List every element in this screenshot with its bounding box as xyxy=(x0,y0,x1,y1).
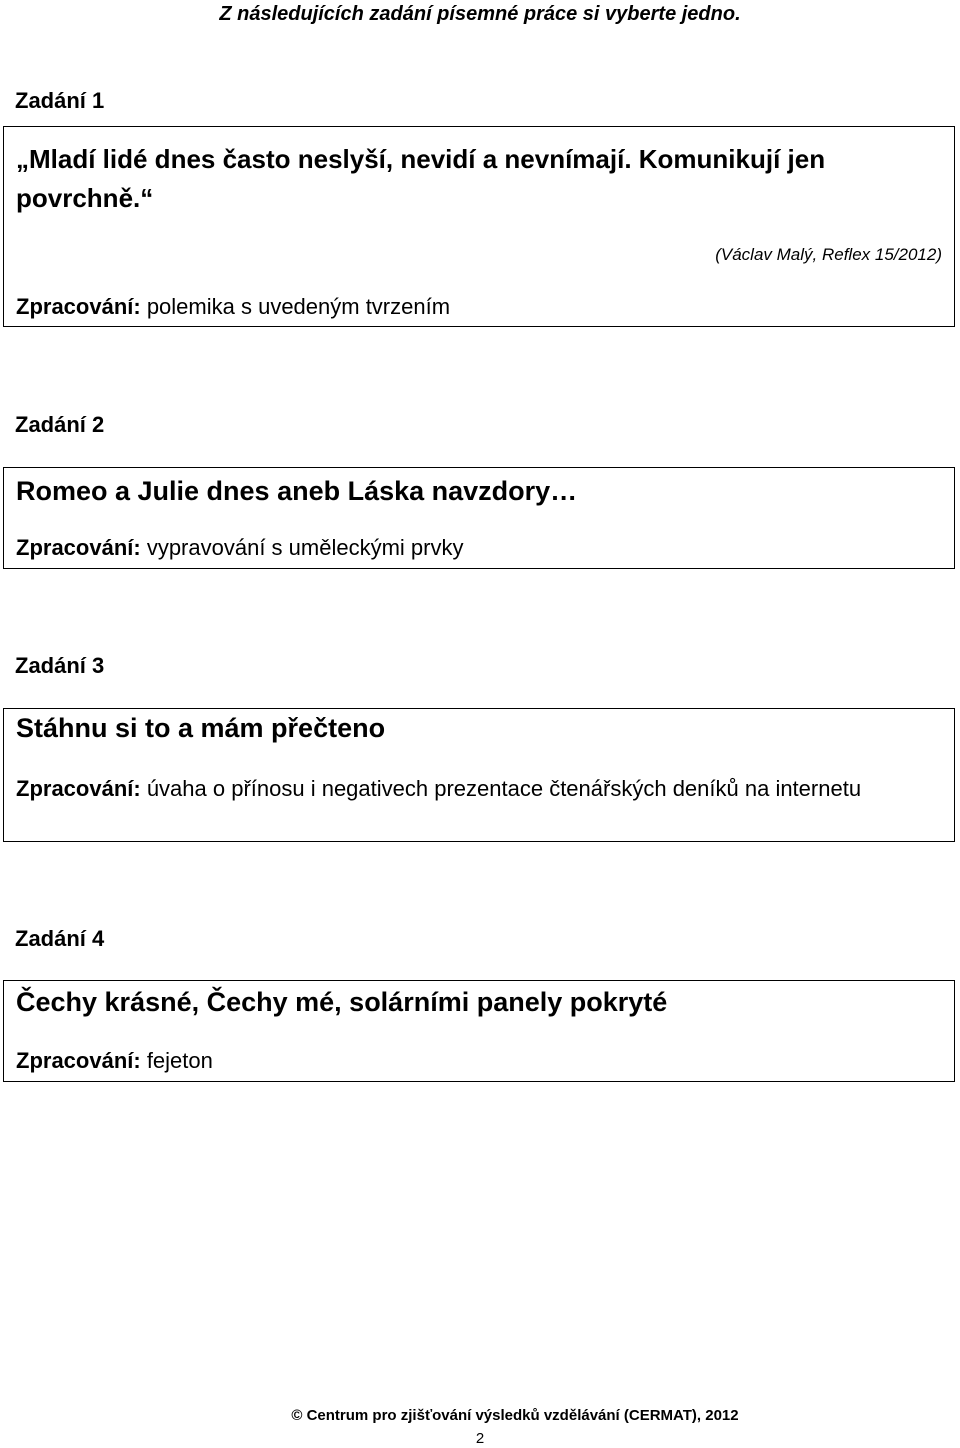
task-3-processing-text: úvaha o přínosu i negativech prezentace čtenářských deníků na internetu xyxy=(140,776,862,801)
task-2-processing xyxy=(16,532,942,564)
task-4-processing xyxy=(16,1045,942,1077)
task-2-processing-label: Zpracování: xyxy=(16,535,141,560)
task-4-processing-label: Zpracování: xyxy=(16,1048,141,1073)
task-4-box xyxy=(3,980,955,1082)
footer-copyright: © Centrum pro zjišťování výsledků vzdělávání (CERMAT), 2012 xyxy=(291,1407,739,1424)
task-3-processing-label: Zpracování: xyxy=(16,776,141,801)
task-1-processing-label: Zpracování: xyxy=(16,294,141,319)
task-1-heading: Zadání 1 xyxy=(15,88,105,113)
task-2-box xyxy=(3,467,955,569)
task-4-title: Čechy krásné, Čechy mé, solárními panely pokryté xyxy=(16,987,668,1017)
task-1-box xyxy=(3,126,955,327)
task-3-processing xyxy=(16,773,942,805)
task-3-box xyxy=(3,708,955,842)
task-4-processing-text: fejeton xyxy=(140,1048,213,1073)
task-1-processing-text: polemika s uvedeným tvrzením xyxy=(140,294,451,319)
task-3-heading: Zadání 3 xyxy=(15,653,105,678)
task-1-source: (Václav Malý, Reflex 15/2012) xyxy=(715,245,942,264)
page-number: 2 xyxy=(475,1430,485,1447)
task-3-title: Stáhnu si to a mám přečteno xyxy=(16,713,386,743)
task-1-processing xyxy=(16,291,942,323)
task-2-title: Romeo a Julie dnes aneb Láska navzdory… xyxy=(16,476,578,506)
task-2-heading: Zadání 2 xyxy=(15,412,105,437)
instruction-text: Z následujících zadání písemné práce si vyberte jedno. xyxy=(219,3,741,25)
task-1-title: „Mladí lidé dnes často neslyší, nevidí a nevnímají. Komunikují jen povrchně.“ xyxy=(16,144,826,213)
task-4-heading: Zadání 4 xyxy=(15,926,105,951)
task-2-processing-text: vypravování s uměleckými prvky xyxy=(140,535,464,560)
